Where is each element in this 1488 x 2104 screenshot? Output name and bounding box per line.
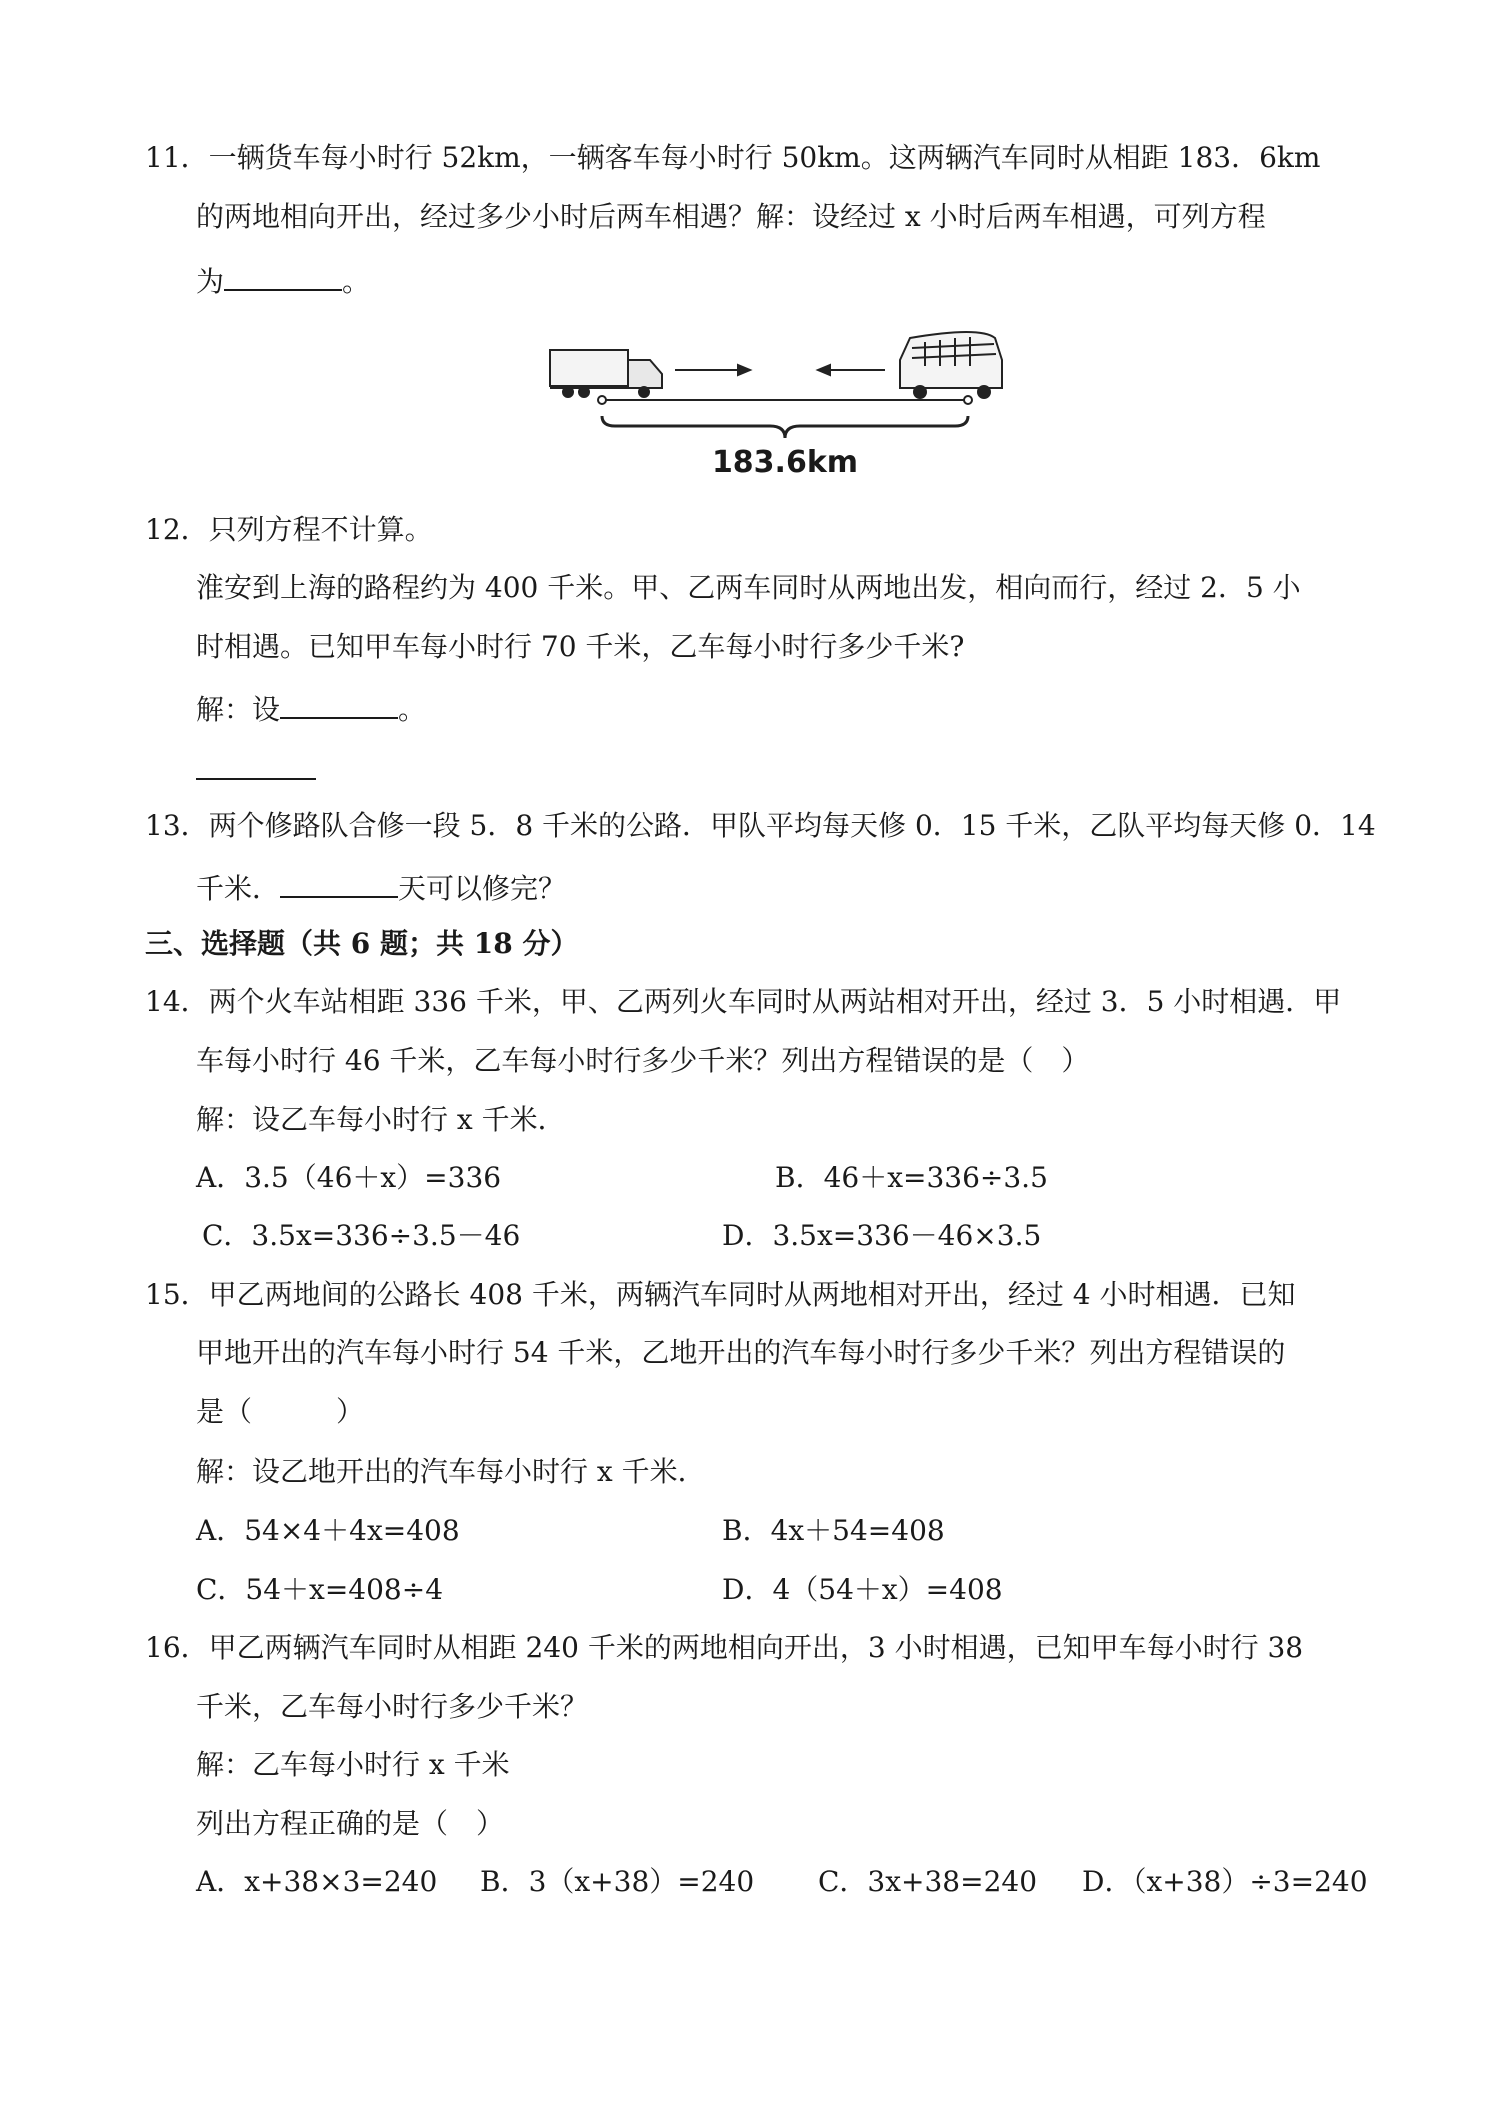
section-heading: 三、选择题（共 6 题；共 18 分） (145, 927, 579, 960)
distance-brace (602, 416, 968, 438)
q15-line3: 是（ ） (196, 1395, 365, 1428)
q13-line1: 13．两个修路队合修一段 5．8 千米的公路．甲队平均每天修 0．15 千米，乙队平均每天修 0．14 (145, 809, 1376, 842)
q15-option-b[interactable]: B．4x＋54=408 (722, 1514, 945, 1547)
q11-line2: 的两地相向开出，经过多少小时后两车相遇？解：设经过 x 小时后两车相遇，可列方程 (196, 200, 1266, 233)
q16-line1: 16．甲乙两辆汽车同时从相距 240 千米的两地相向开出，3 小时相遇，已知甲车每小时行 38 (145, 1631, 1304, 1664)
q15-option-d[interactable]: D．4（54＋x）=408 (722, 1573, 1003, 1606)
q16-option-b[interactable]: B．3（x+38）=240 (480, 1865, 755, 1898)
q16-option-a[interactable]: A．x+38×3=240 (196, 1865, 438, 1898)
q14-line1: 14．两个火车站相距 336 千米，甲、乙两列火车同时从两站相对开出，经过 3．5 小时相遇．甲 (145, 985, 1342, 1018)
q13-line2 (196, 866, 566, 909)
q11-motion-figure (540, 320, 1020, 500)
q12-solve-suffix: 。 (398, 693, 427, 726)
distance-label: 183.6km (711, 445, 859, 480)
q15-option-a[interactable]: A．54×4＋4x=408 (196, 1514, 460, 1547)
q16-line2: 千米，乙车每小时行多少千米？ (196, 1690, 589, 1723)
q13-line2-prefix: 千米． (196, 872, 281, 905)
q12-solve-prefix: 解：设 (196, 693, 281, 726)
q11-answer-prefix: 为 (196, 265, 225, 298)
q14-option-a[interactable]: A．3.5（46＋x）=336 (196, 1161, 502, 1194)
q13-days-blank[interactable] (280, 866, 398, 898)
q16-line3: 解：乙车每小时行 x 千米 (196, 1748, 510, 1781)
q12-solve-line (196, 687, 426, 730)
q12-let-blank[interactable] (280, 687, 398, 719)
q15-line1: 15．甲乙两地间的公路长 408 千米，两辆汽车同时从两地相对开出，经过 4 小时相遇．已知 (145, 1278, 1296, 1311)
q14-line2: 车每小时行 46 千米，乙车每小时行多少千米？列出方程错误的是（ ） (196, 1044, 1090, 1077)
q14-option-d[interactable]: D．3.5x=336－46×3.5 (722, 1219, 1042, 1252)
q12-equation-blank[interactable] (196, 778, 316, 780)
q16-option-d[interactable]: D．（x+38）÷3=240 (1082, 1865, 1368, 1898)
q14-line3: 解：设乙车每小时行 x 千米． (196, 1103, 566, 1136)
q14-option-c[interactable]: C．3.5x=336÷3.5－46 (202, 1219, 521, 1252)
truck-icon (550, 350, 662, 397)
arrow-right-icon (675, 365, 750, 375)
arrow-left-icon (818, 365, 885, 375)
q12-line2: 淮安到上海的路程约为 400 千米。甲、乙两车同时从两地出发，相向而行，经过 2．5 小 (196, 571, 1301, 604)
q15-line4: 解：设乙地开出的汽车每小时行 x 千米． (196, 1455, 706, 1488)
q16-line4: 列出方程正确的是（ ） (196, 1807, 505, 1840)
bus-icon (900, 332, 1002, 398)
q11-answer-blank[interactable] (224, 259, 342, 291)
q15-option-c[interactable]: C．54＋x=408÷4 (196, 1573, 444, 1606)
q13-line2-suffix: 天可以修完？ (398, 872, 567, 905)
q11-line1: 11．一辆货车每小时行 52km，一辆客车每小时行 50km。这两辆汽车同时从相距 183．6km (145, 141, 1321, 174)
q12-line1: 12．只列方程不计算。 (145, 513, 433, 546)
q14-option-b[interactable]: B．46＋x=336÷3.5 (775, 1161, 1048, 1194)
q16-option-c[interactable]: C．3x+38=240 (818, 1865, 1038, 1898)
q11-answer-suffix: 。 (342, 265, 371, 298)
q15-line2: 甲地开出的汽车每小时行 54 千米，乙地开出的汽车每小时行多少千米？列出方程错误的 (196, 1336, 1286, 1369)
q11-line3 (196, 259, 370, 302)
q12-line3: 时相遇。已知甲车每小时行 70 千米，乙车每小时行多少千米? (196, 630, 965, 663)
